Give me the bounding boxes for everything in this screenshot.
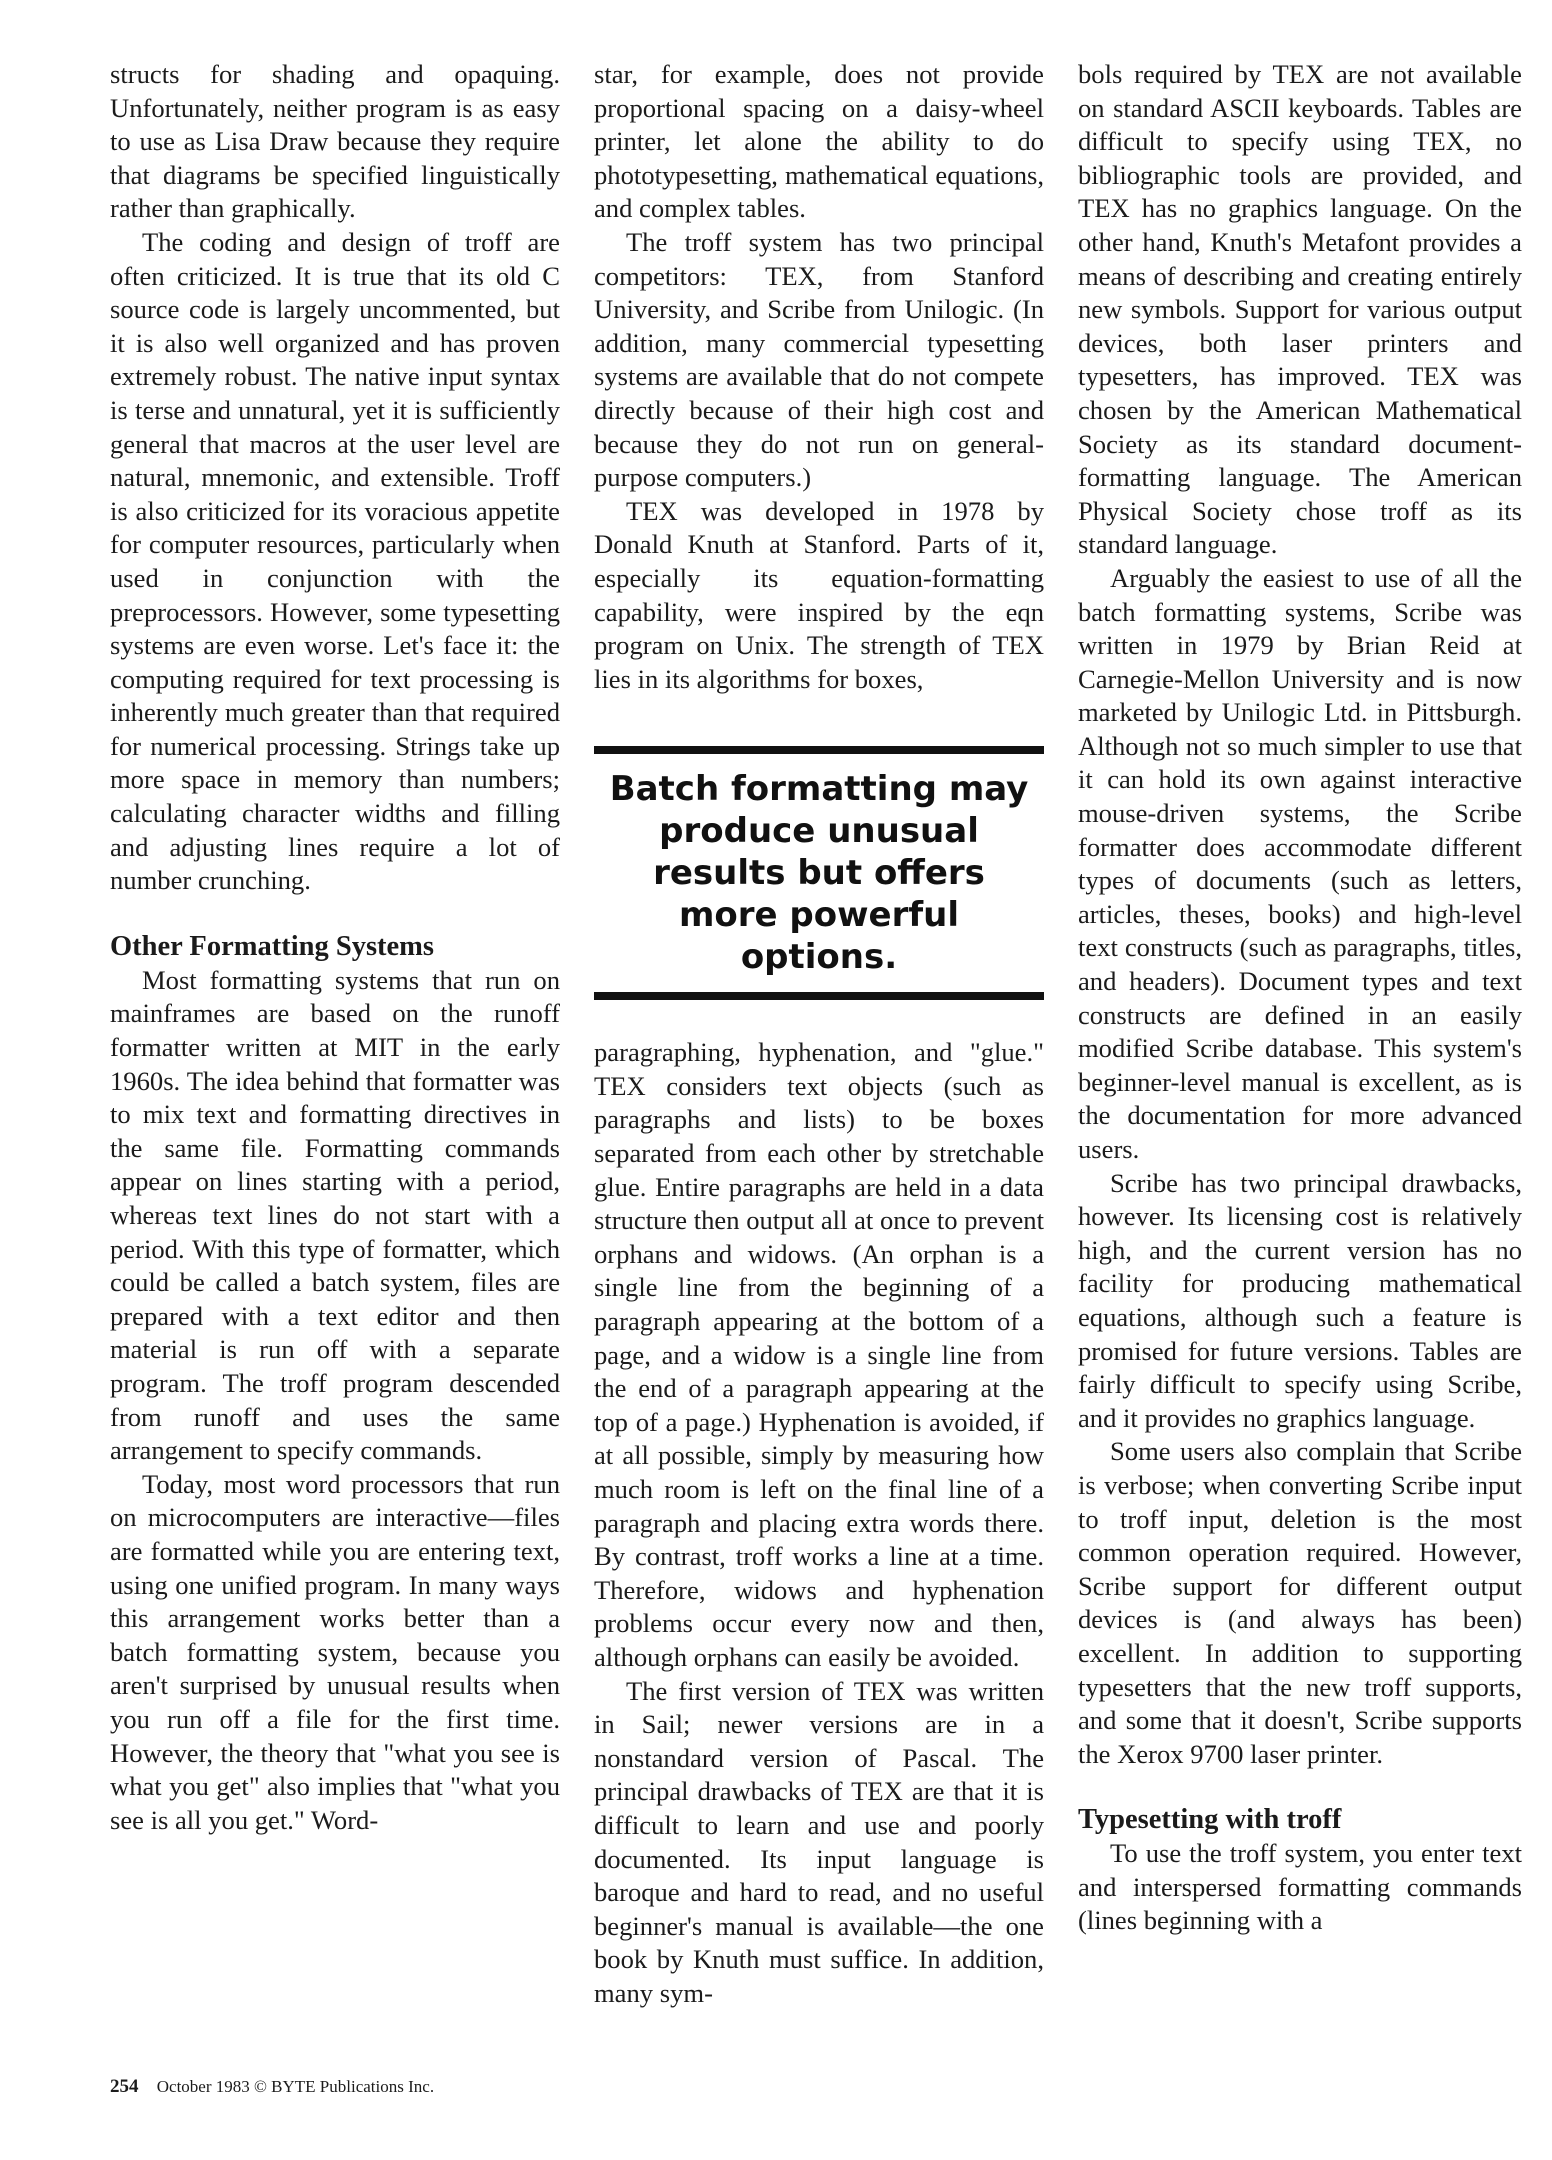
- section-heading: Typesetting with troff: [1078, 1804, 1342, 1836]
- paragraph: Some users also complain that Scribe is verbose; when converting Scribe input to troff input, deletion is the most common operation required. However, Scribe support for different output devices is (and always has been) excellent. In addition to supporting typesetters that the new troff supports, and some that it doesn't, Scribe supports the Xerox 9700 laser printer.: [1078, 1436, 1522, 1769]
- paragraph: Most formatting systems that run on mainframes are based on the runoff formatter written at MIT in the early 1960s. The idea behind that formatter was to mix text and formatting directives in the same file. Formatting commands appear on lines starting with a period, whereas text lines do not start with a period. With this type of formatter, which could be called a batch system, files are prepared with a text editor and then material is run off with a separate program. The troff program descended from runoff and uses the same arrangement to specify commands.: [110, 964, 560, 1466]
- paragraph: Arguably the easiest to use of all the batch formatting systems, Scribe was written in 1979 by Brian Reid at Carnegie-Mellon University and is now marketed by Unilogic Ltd. in Pittsburgh. Although not so much simpler to use that it can hold its own against interactive mouse-driven systems, the Scribe formatter does accommodate different types of documents (such as letters, articles, theses, books) and high-level text constructs (such as paragraphs, titles, and headers). Document types and text constructs are defined in an easily modified Scribe database. This system's beginner-level manual is excellent, as is the documentation for more advanced users.: [1078, 562, 1522, 1164]
- column-3: [1078, 58, 1522, 1938]
- pull-quote: [594, 746, 1044, 1000]
- paragraph: To use the troff system, you enter text and interspersed formatting commands (lines beginning with a: [1078, 1838, 1522, 1936]
- paragraph: star, for example, does not provide proportional spacing on a daisy-wheel printer, let alone the ability to do phototypesetting, mathematical equations, and complex tables.: [594, 59, 1044, 224]
- section-heading: Other Formatting Systems: [110, 930, 435, 962]
- paragraph: bols required by TEX are not available on standard ASCII keyboards. Tables are difficult to specify using TEX, no bibliographic tools are provided, and TEX has no graphics language. On the other hand, Knuth's Metafont provides a means of describing and creating entirely new symbols. Support for various output devices, both laser printers and typesetters, has improved. TEX was chosen by the American Mathematical Society as its standard document-formatting language. The American Physical Society chose troff as its standard language.: [1078, 59, 1522, 560]
- page-footer: [110, 2076, 434, 2098]
- footer-credit: October 1983 © BYTE Publications Inc.: [156, 2077, 435, 2096]
- paragraph: Scribe has two principal drawbacks, however. Its licensing cost is relatively high, and the current version has no facility for producing mathematical equations, although such a feature is promised for future versions. Tables are fairly difficult to specify using Scribe, and it provides no graphics language.: [1078, 1167, 1522, 1433]
- paragraph: Today, most word processors that run on microcomputers are interactive—files are formatted while you are entering text, using one unified program. In many ways this arrangement works better than a batch formatting system, because you aren't surprised by unusual results when you run off a file for the first time. However, the theory that "what you see is what you get" also implies that "what you see is all you get." Word-: [110, 1468, 560, 1835]
- paragraph: structs for shading and opaquing. Unfortunately, neither program is as easy to use as Lisa Draw because they require that diagrams be specified linguistically rather than graphically.: [110, 59, 560, 224]
- paragraph: paragraphing, hyphenation, and "glue." TEX considers text objects (such as paragraphs and lists) to be boxes separated from each other by stretchable glue. Entire paragraphs are held in a data structure then output all at once to prevent orphans and widows. (An orphan is a single line from the beginning of a paragraph appearing at the bottom of a page, and a widow is a single line from the end of a paragraph appearing at the top of a page.) Hyphenation is avoided, if at all possible, simply by measuring how much room is left on the final line of a paragraph and placing extra words there. By contrast, troff works a line at a time. Therefore, widows and hyphenation problems occur every now and then, although orphans can easily be avoided.: [594, 1037, 1044, 1672]
- paragraph: The coding and design of troff are often criticized. It is true that its old C source code is largely uncommented, but it is also well organized and has proven extremely robust. The native input syntax is terse and unnatural, yet it is sufficiently general that macros at the user level are natural, mnemonic, and extensible. Troff is also criticized for its voracious appetite for computer resources, particularly when used in conjunction with the preprocessors. However, some typesetting systems are even worse. Let's face it: the computing required for text processing is inherently much greater than that required for numerical processing. Strings take up more space in memory than numbers; calculating character widths and filling and adjusting lines require a lot of number crunching.: [110, 226, 560, 896]
- page-number: 254: [110, 2076, 139, 2097]
- column-2: [594, 58, 1044, 2011]
- paragraph: TEX was developed in 1978 by Donald Knuth at Stanford. Parts of it, especially its equation-formatting capability, were inspired by the eqn program on Unix. The strength of TEX lies in its algorithms for boxes,: [594, 495, 1044, 694]
- column-1: [110, 58, 560, 1837]
- pull-quote-text: Batch formatting may produce unusual results but offers more powerful options.: [609, 769, 1029, 978]
- paragraph: The troff system has two principal competitors: TEX, from Stanford University, and Scribe from Unilogic. (In addition, many commercial typesetting systems are available that do not compete directly because of their high cost and because they do not run on general-purpose computers.): [594, 226, 1044, 493]
- paragraph: The first version of TEX was written in Sail; newer versions are in a nonstandard version of Pascal. The principal drawbacks of TEX are that it is difficult to learn and use and poorly documented. Its input language is baroque and hard to read, and no useful beginner's manual is available—the one book by Knuth must suffice. In addition, many sym-: [594, 1675, 1044, 2008]
